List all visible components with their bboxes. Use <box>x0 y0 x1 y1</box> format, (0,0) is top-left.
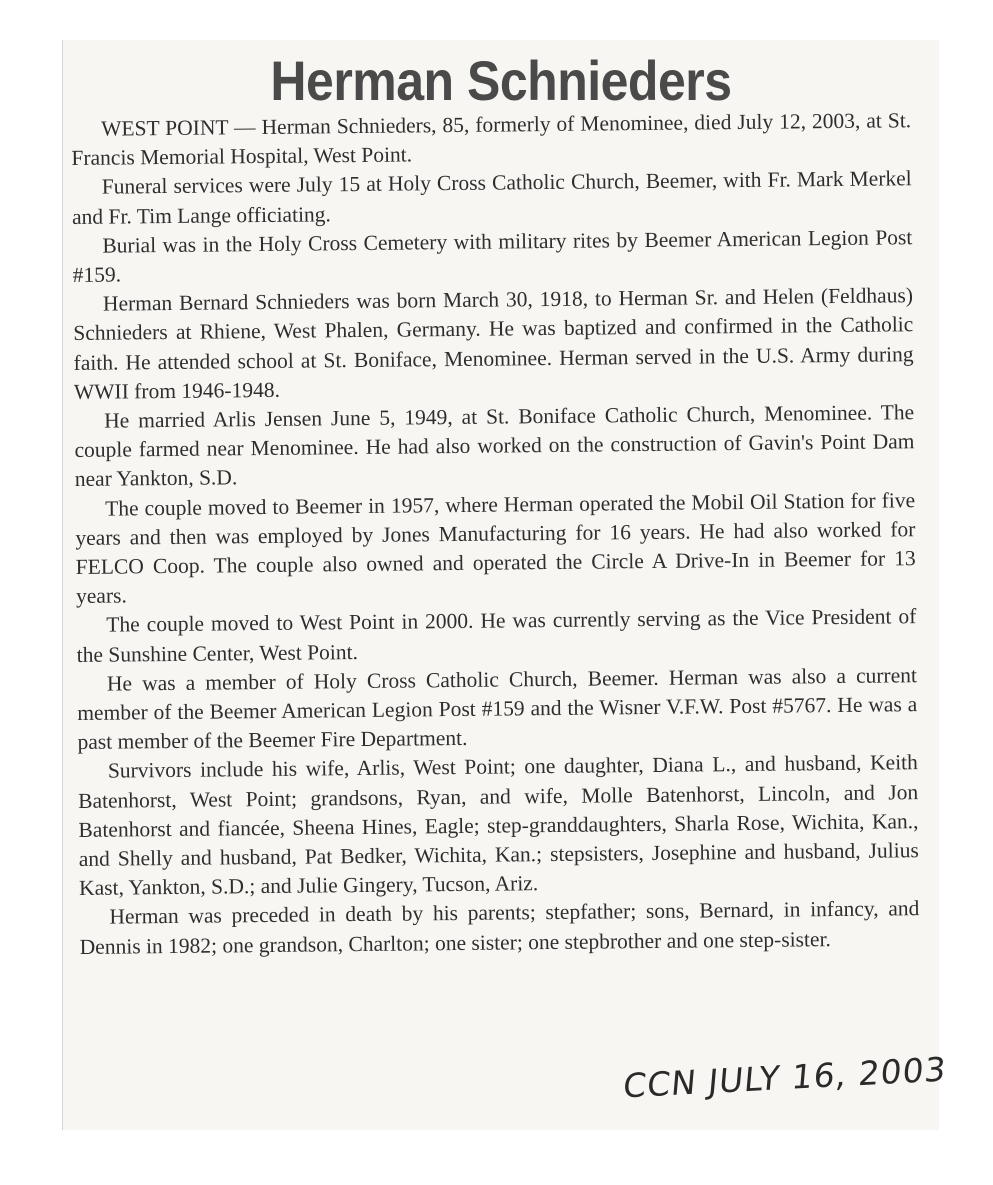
newspaper-clipping <box>62 40 949 1130</box>
paragraph-memberships: He was a member of Holy Cross Catholic Church, Beemer. Herman was also a current member of the Beemer American Legion Post #159 and the Wisner V.F.W. Post #5767. He was a past member of the Beemer Fire Department. <box>77 663 918 755</box>
paragraph-marriage: He married Arlis Jensen June 5, 1949, at St. Boniface Catholic Church, Menominee. The couple farmed near Menominee. He had also worked on the construction of Gavin's Point Dam near Yankton, S.D. <box>74 400 915 492</box>
handwritten-date-note: CCN JULY 16, 2003 <box>621 1049 949 1106</box>
paragraph-survivors: Survivors include his wife, Arlis, West Point; one daughter, Diana L., and husband, Keith Batenhorst, West Point; grandsons, Ryan, and wife, Molle Batenhorst, Lincoln, and Jon Batenhorst and fiancée, Sheena Hines, Eagle; step-granddaughters, Sharla Rose, Wichita, Kan., and Shelly and husband, Pat Bedker, Wichita, Kan.; stepsisters, Josephine and husband, Julius Kast, Yankton, S.D.; and Julie Gingery, Tucson, Ariz. <box>78 750 919 901</box>
paragraph-career: The couple moved to Beemer in 1957, where Herman operated the Mobil Oil Station for five years and then was employed by Jones Manufacturing for 16 years. He had also worked for FELCO Coop. The couple also owned and operated the Circle A Drive-In in Beemer for 13 years. <box>75 487 916 609</box>
paragraph-death-notice: WEST POINT — Herman Schnieders, 85, formerly of Menominee, died July 12, 2003, at St. Francis Memorial Hospital, West Point. <box>71 108 912 171</box>
obituary-body <box>71 106 920 962</box>
paragraph-funeral: Funeral services were July 15 at Holy Cross Catholic Church, Beemer, with Fr. Mark Merkel and Fr. Tim Lange officiating. <box>71 166 912 229</box>
obituary-headline: Herman Schnieders <box>270 49 732 113</box>
paragraph-preceded: Herman was preceded in death by his parents; stepfather; sons, Bernard, in infancy, and Dennis in 1982; one grandson, Charlton; one sister; one stepbrother and one step-sister. <box>79 896 920 959</box>
paragraph-burial: Burial was in the Holy Cross Cemetery with military rites by Beemer American Legion Post #159. <box>72 225 913 288</box>
paragraph-west-point: The couple moved to West Point in 2000. He was currently serving as the Vice President of the Sunshine Center, West Point. <box>76 604 917 667</box>
paragraph-birth: Herman Bernard Schnieders was born March 30, 1918, to Herman Sr. and Helen (Feldhaus) Schnieders at Rhiene, West Phalen, Germany. He was baptized and confirmed in the Catholic faith. He attended school at St. Boniface, Menominee. Herman served in the U.S. Army during WWII from 1946-1948. <box>73 283 914 404</box>
